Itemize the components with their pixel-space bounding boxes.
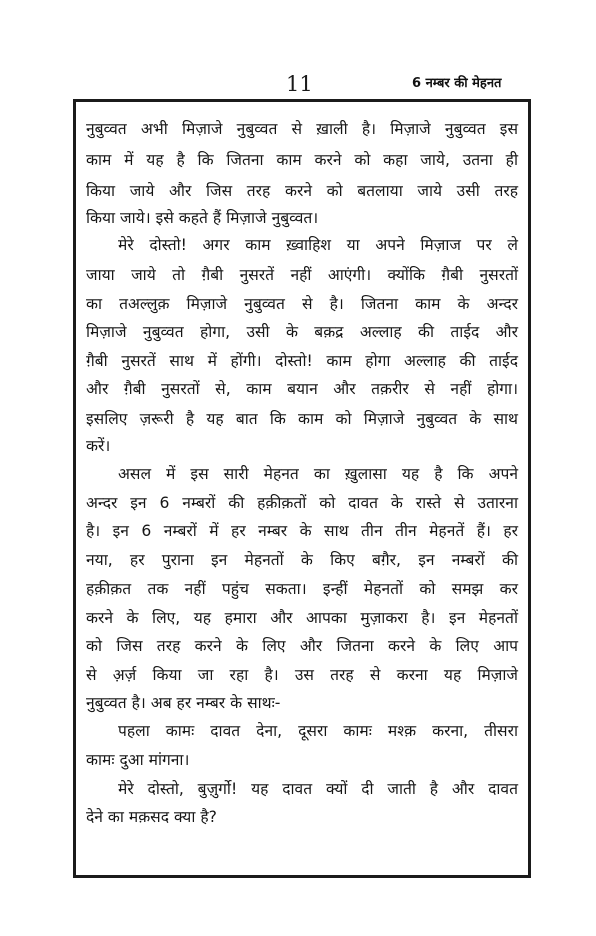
text-line: से अ़र्ज़ किया जा रहा है। उस तरह से करना यह मिज़ाजे: [86, 666, 518, 684]
text-line: है। इन 6 नम्बरों में हर नम्बर के साथ तीन तीन मेहनतें हैं। हर: [86, 522, 518, 540]
text-line: मेरे दोस्तो, बुज़ुर्गो! यह दावत क्यों दी जाती है और दावत: [118, 780, 518, 798]
text-line: करें।: [86, 437, 111, 455]
text-line: काम में यह है कि जितना काम करने को कहा जाये, उतना ही: [86, 151, 518, 169]
text-line: नया, हर पुराना इन मेहनतों के किए बग़ैर, इन नम्बरों की: [86, 551, 518, 569]
text-line: नुबुव्वत है। अब हर नम्बर के साथः-: [86, 694, 281, 712]
text-line: किया जाये। इसे कहते हैं मिज़ाजे नुबुव्वत।: [86, 209, 319, 227]
text-line: हक़ीक़त तक नहीं पहुंच सकता। इन्हीं मेहनतों को समझ कर: [86, 580, 518, 598]
text-line: को जिस तरह करने के लिए और जितना करने के लिए आप: [86, 637, 518, 655]
text-line: ग़ैबी नुसरतें साथ में होंगी। दोस्तो! काम होगा अल्लाह की ताईद: [86, 352, 518, 370]
text-line: अन्दर इन 6 नम्बरों की हक़ीक़तों को दावत के रास्ते से उतारना: [86, 494, 518, 512]
text-line: जाया जाये तो ग़ैबी नुसरतें नहीं आएंगी। क्योंकि ग़ैबी नुसरतों: [86, 266, 518, 284]
text-line: और ग़ैबी नुसरतों से, काम बयान और तक़रीर से नहीं होगा।: [86, 380, 518, 398]
text-line: कामः दुआ मांगना।: [86, 751, 190, 769]
text-line: इसलिए ज़रूरी है यह बात कि काम को मिज़ाजे नुबुव्वत के साथ: [86, 410, 518, 428]
running-title: 6 नम्बर की मेहनत: [412, 76, 502, 91]
text-line: देने का मक़सद क्या है?: [86, 808, 217, 826]
text-line: मेरे दोस्तो! अगर काम ख़्वाहिश या अपने मिज़ाज पर ले: [118, 236, 518, 254]
page-number: 11: [286, 72, 313, 96]
text-line: नुबुव्वत अभी मिज़ाजे नुबुव्वत से ख़ाली है। मिज़ाजे नुबुव्वत इस: [86, 120, 518, 138]
text-line: किया जाये और जिस तरह करने को बतलाया जाये उसी तरह: [86, 182, 518, 200]
text-line: मिज़ाजे नुबुव्वत होगा, उसी के बक़द्र अल्लाह की ताईद और: [86, 323, 518, 341]
text-line: असल में इस सारी मेहनत का ख़ुलासा यह है कि अपने: [118, 465, 518, 483]
text-line: करने के लिए, यह हमारा और आपका मुज़ाकरा है। इन मेहनतों: [86, 609, 518, 627]
text-line: का तअल्लुक़ मिज़ाजे नुबुव्वत से है। जितना काम के अन्दर: [86, 295, 518, 313]
text-line: पहला कामः दावत देना, दूसरा कामः मश्क़ करना, तीसरा: [118, 722, 518, 740]
